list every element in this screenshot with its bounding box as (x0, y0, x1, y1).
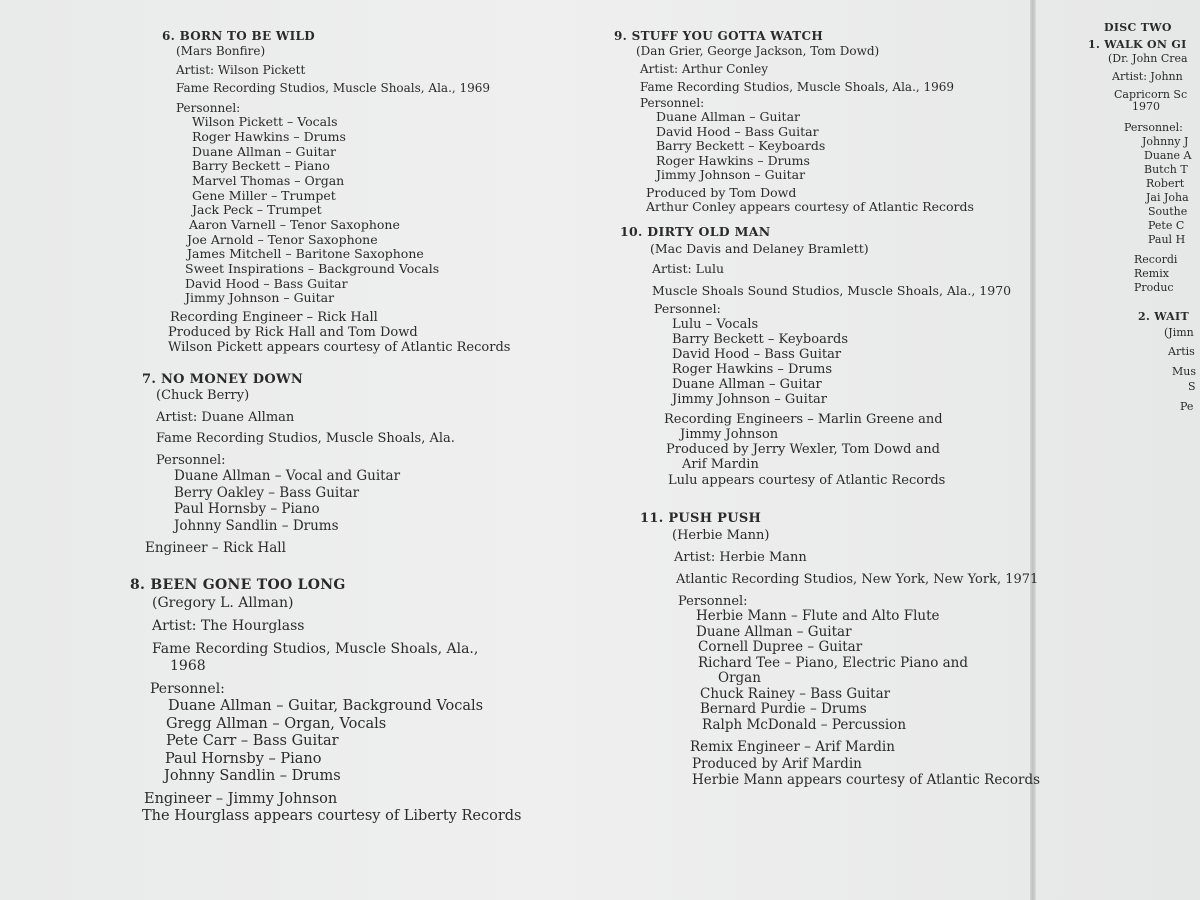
track-studio: Fame Recording Studios, Muscle Shoals, Ala., (152, 641, 479, 657)
track-writers: (Herbie Mann) (672, 528, 770, 543)
track-studio: Atlantic Recording Studios, New York, New York, 1971 (676, 572, 1039, 587)
credit-line: Produced by Arif Mardin (692, 755, 862, 772)
credits (144, 792, 590, 824)
personnel-item: Duane Allman – Guitar (656, 109, 801, 124)
personnel-item: Duane Allman – Guitar (672, 376, 822, 392)
track-title: 1. WALK ON GI (1088, 38, 1187, 51)
personnel-item: Organ (718, 670, 761, 686)
personnel-item: Barry Beckett – Piano (192, 158, 330, 174)
personnel-item: Wilson Pickett – Vocals (192, 114, 338, 130)
personnel-item: Herbie Mann – Flute and Alto Flute (696, 608, 940, 624)
credit-line: Produced by Tom Dowd (646, 184, 797, 200)
track-studio: Capricorn Sc (1114, 88, 1188, 101)
credit-line: Produc (1134, 281, 1174, 294)
personnel-list (142, 470, 582, 533)
personnel-item: James Mitchell – Baritone Saxophone (187, 246, 424, 262)
personnel-item: Sweet Inspirations – Background Vocals (185, 261, 440, 277)
credit-line: Recordi (1134, 253, 1178, 266)
personnel-item: Gregg Allman – Organ, Vocals (166, 715, 387, 732)
personnel-label: Personnel: (176, 101, 241, 115)
personnel-item: Barry Beckett – Keyboards (672, 331, 849, 347)
personnel-item: Lulu – Vocals (672, 316, 759, 332)
personnel-item: Barry Beckett – Keyboards (656, 138, 826, 153)
personnel-item: Gene Miller – Trumpet (192, 187, 336, 203)
personnel-item: Duane Allman – Guitar, Background Vocals (168, 698, 484, 714)
personnel-item: Paul Hornsby – Piano (165, 750, 322, 767)
track-writers: (Dan Grier, George Jackson, Tom Dowd) (636, 44, 880, 58)
track-writers: (Mars Bonfire) (176, 44, 266, 58)
track-artist: Artist: Arthur Conley (640, 62, 768, 76)
track-7 (142, 373, 582, 558)
personnel-item: Jimmy Johnson – Guitar (672, 391, 828, 407)
track-title: 9. STUFF YOU GOTTA WATCH (614, 29, 823, 43)
track-studio: Fame Recording Studios, Muscle Shoals, Ala., 1969 (176, 81, 491, 95)
personnel-label: Personnel: (150, 681, 225, 697)
personnel-item: Duane Allman – Vocal and Guitar (174, 468, 401, 484)
credit-line: Produced by Rick Hall and Tom Dowd (168, 325, 418, 341)
personnel-list (614, 111, 1034, 182)
personnel-list (162, 116, 602, 305)
track-artist: Artis (1168, 345, 1195, 358)
track-studio-year: 1970 (1132, 100, 1160, 113)
personnel-item: Southe (1148, 205, 1188, 218)
track-title: 10. DIRTY OLD MAN (620, 224, 771, 239)
track-11 (640, 512, 1100, 788)
personnel-item: Johnny J (1142, 135, 1189, 148)
personnel-item: Duane A (1144, 149, 1192, 162)
credit-line: Recording Engineer – Rick Hall (170, 309, 378, 325)
personnel-item: Marvel Thomas – Organ (192, 172, 345, 188)
personnel-label: Personnel: (654, 301, 721, 316)
personnel-item: Bernard Purdie – Drums (700, 701, 867, 717)
track-title: 8. BEEN GONE TOO LONG (130, 577, 346, 593)
credits (170, 311, 602, 354)
credit-line: Herbie Mann appears courtesy of Atlantic Records (692, 772, 1041, 788)
credit-line: Jimmy Johnson (680, 426, 779, 442)
track-title: 2. WAIT (1138, 310, 1189, 323)
track-artist: Artist: Herbie Mann (674, 550, 807, 565)
personnel-label: Personnel: (1124, 121, 1183, 134)
track-8 (130, 578, 590, 826)
track-studio-year: 1968 (170, 658, 206, 674)
personnel-item: Roger Hawkins – Drums (672, 361, 833, 377)
track-writers: (Gregory L. Allman) (152, 595, 294, 611)
personnel-item: Berry Oakley – Bass Guitar (174, 484, 360, 501)
track-writers: (Chuck Berry) (156, 388, 250, 403)
track-6 (162, 30, 602, 357)
track-artist: Artist: Lulu (652, 261, 725, 276)
credit-line: Remix (1134, 267, 1169, 280)
disc-heading: DISC TWO (1104, 22, 1172, 34)
personnel-item: Chuck Rainey – Bass Guitar (700, 685, 891, 702)
track-artist: Artist: Duane Allman (156, 410, 295, 425)
personnel-item: Pete Carr – Bass Guitar (166, 733, 339, 749)
credit-line: Produced by Jerry Wexler, Tom Dowd and (666, 441, 940, 457)
personnel-list (640, 610, 1100, 732)
personnel-item: Duane Allman – Guitar (696, 623, 852, 640)
personnel-list (620, 318, 1060, 406)
credit-line: Lulu appears courtesy of Atlantic Records (668, 472, 946, 488)
credit-line: Arthur Conley appears courtesy of Atlantic Records (646, 199, 974, 214)
track-studio: Fame Recording Studios, Muscle Shoals, Ala. (156, 431, 455, 446)
personnel-label: Personnel: (678, 594, 748, 609)
credit-line: Recording Engineers – Marlin Greene and (664, 411, 943, 427)
personnel-item: Pete C (1148, 219, 1185, 232)
credits (640, 741, 1100, 788)
track-artist: Artist: The Hourglass (152, 618, 305, 634)
track-artist: Artist: Wilson Pickett (176, 63, 306, 77)
personnel-item: Paul H (1148, 233, 1186, 246)
personnel-item: Cornell Dupree – Guitar (698, 639, 863, 655)
personnel-label: Personnel: (640, 96, 705, 110)
personnel-item: Jimmy Johnson – Guitar (185, 290, 335, 306)
track-title: 11. PUSH PUSH (640, 511, 762, 526)
track-studio: Mus (1172, 365, 1196, 378)
track-writers: (Mac Davis and Delaney Bramlett) (650, 240, 869, 256)
track-studio: Muscle Shoals Sound Studios, Muscle Shoals, Ala., 1970 (652, 282, 1012, 298)
personnel-item: Jack Peck – Trumpet (192, 202, 322, 218)
personnel-list (130, 699, 590, 784)
credits (614, 184, 1034, 214)
track-studio: Fame Recording Studios, Muscle Shoals, Ala., 1969 (640, 80, 955, 94)
track-title: 6. BORN TO BE WILD (162, 29, 316, 43)
personnel-item: Aaron Varnell – Tenor Saxophone (189, 217, 400, 232)
personnel-item: Paul Hornsby – Piano (174, 501, 320, 517)
track-9 (614, 30, 1034, 214)
personnel-item: Roger Hawkins – Drums (656, 152, 810, 168)
credits (620, 413, 1060, 487)
personnel-item: Ralph McDonald – Percussion (702, 716, 907, 733)
personnel-item: David Hood – Bass Guitar (656, 123, 819, 139)
personnel-item: David Hood – Bass Guitar (672, 346, 842, 362)
personnel-label: Pe (1180, 400, 1194, 413)
track-studio-cont: S (1188, 380, 1196, 393)
personnel-item: David Hood – Bass Guitar (185, 275, 348, 291)
personnel-label: Personnel: (156, 453, 226, 468)
credit-line: The Hourglass appears courtesy of Liberty Records (142, 808, 522, 824)
personnel-item: Richard Tee – Piano, Electric Piano and (698, 654, 969, 671)
personnel-item: Johnny Sandlin – Drums (164, 768, 341, 784)
track-writers: (Jimn (1164, 326, 1194, 339)
credit-line: Engineer – Jimmy Johnson (144, 790, 338, 807)
credit-line: Engineer – Rick Hall (145, 540, 286, 556)
track-10 (620, 226, 1060, 487)
personnel-item: Joe Arnold – Tenor Saxophone (187, 231, 378, 247)
track-artist: Artist: Johnn (1112, 70, 1183, 83)
personnel-item: Roger Hawkins – Drums (192, 128, 346, 144)
column-right-cropped (1088, 22, 1200, 442)
personnel-item: Jimmy Johnson – Guitar (656, 167, 806, 182)
track-title: 7. NO MONEY DOWN (142, 372, 304, 387)
personnel-item: Robert (1146, 177, 1185, 190)
track-writers: (Dr. John Crea (1108, 52, 1188, 65)
credit-line: Wilson Pickett appears courtesy of Atlantic Records (168, 340, 511, 356)
personnel-item: Jai Joha (1146, 191, 1189, 204)
personnel-item: Duane Allman – Guitar (192, 143, 337, 159)
credit-line: Arif Mardin (682, 456, 759, 472)
personnel-item: Butch T (1144, 163, 1188, 176)
credit-line: Remix Engineer – Arif Mardin (690, 739, 895, 755)
personnel-item: Johnny Sandlin – Drums (174, 517, 339, 534)
